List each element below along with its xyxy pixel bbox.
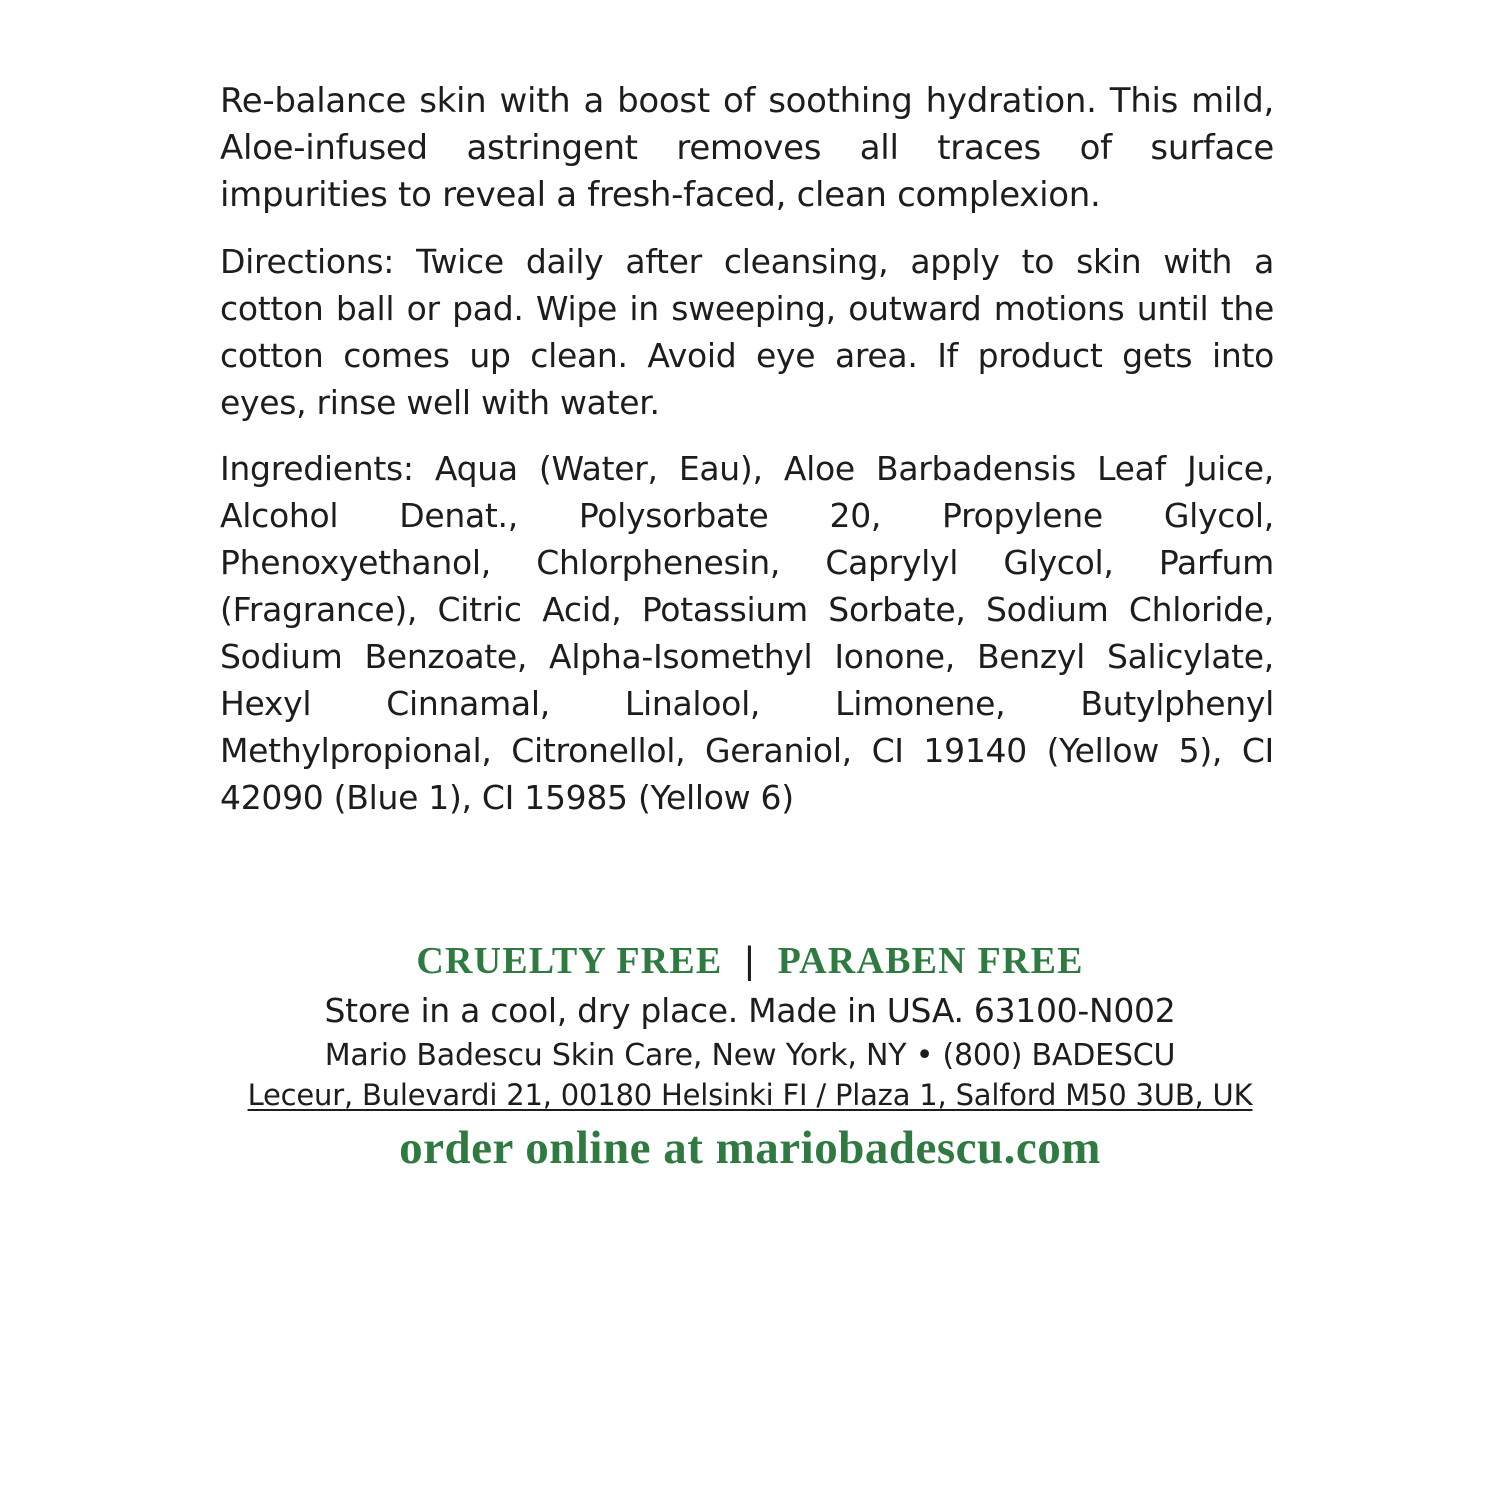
directions-section (220, 238, 1274, 426)
label-footer (0, 936, 1500, 1176)
label-text-panel (220, 78, 1274, 821)
claims-separator: | (744, 940, 756, 982)
company-info: Mario Badescu Skin Care, New York, NY • (800) BADESCU (324, 1038, 1176, 1073)
ingredients-section (220, 445, 1274, 821)
product-claims (0, 936, 1500, 986)
cruelty-free-claim: CRUELTY FREE (416, 940, 723, 982)
ingredients-label: Ingredients: (220, 449, 414, 488)
paraben-free-claim: PARABEN FREE (777, 940, 1084, 982)
storage-info: Store in a cool, dry place. Made in USA. 63100-N002 (324, 991, 1176, 1030)
directions-text: Twice daily after cleansing, apply to skin with a cotton ball or pad. Wipe in sweeping, outward motions until the cotton comes up clean. Avoid eye area. If product gets into eyes, rinse well with water. (220, 242, 1274, 422)
website-link: order online at mariobadescu.com (399, 1122, 1101, 1174)
ingredients-text: Aqua (Water, Eau), Aloe Barbadensis Leaf Juice, Alcohol Denat., Polysorbate 20, Propylene Glycol, Phenoxyethanol, Chlorphenesin, Caprylyl Glycol, Parfum (Fragrance), Citric Acid, Potassium Sorbate, Sodium Chloride, Sodium Benzoate, Alpha-Isomethyl Ionone, Benzyl Salicylate, Hexyl Cinnamal, Linalool, Limonene, Butylphenyl Methylpropional, Citronellol, Geraniol, CI 19140 (Yellow 5), CI 42090 (Blue 1), CI 15985 (Yellow 6) (220, 449, 1274, 817)
eu-uk-address: Leceur, Bulevardi 21, 00180 Helsinki FI / Plaza 1, Salford M50 3UB, UK (247, 1078, 1253, 1112)
product-description: Re-balance skin with a boost of soothing hydration. This mild, Aloe-infused astringent removes all traces of surface impurities to reveal a fresh-faced, clean complexion. (220, 81, 1274, 215)
directions-label: Directions: (220, 242, 395, 281)
